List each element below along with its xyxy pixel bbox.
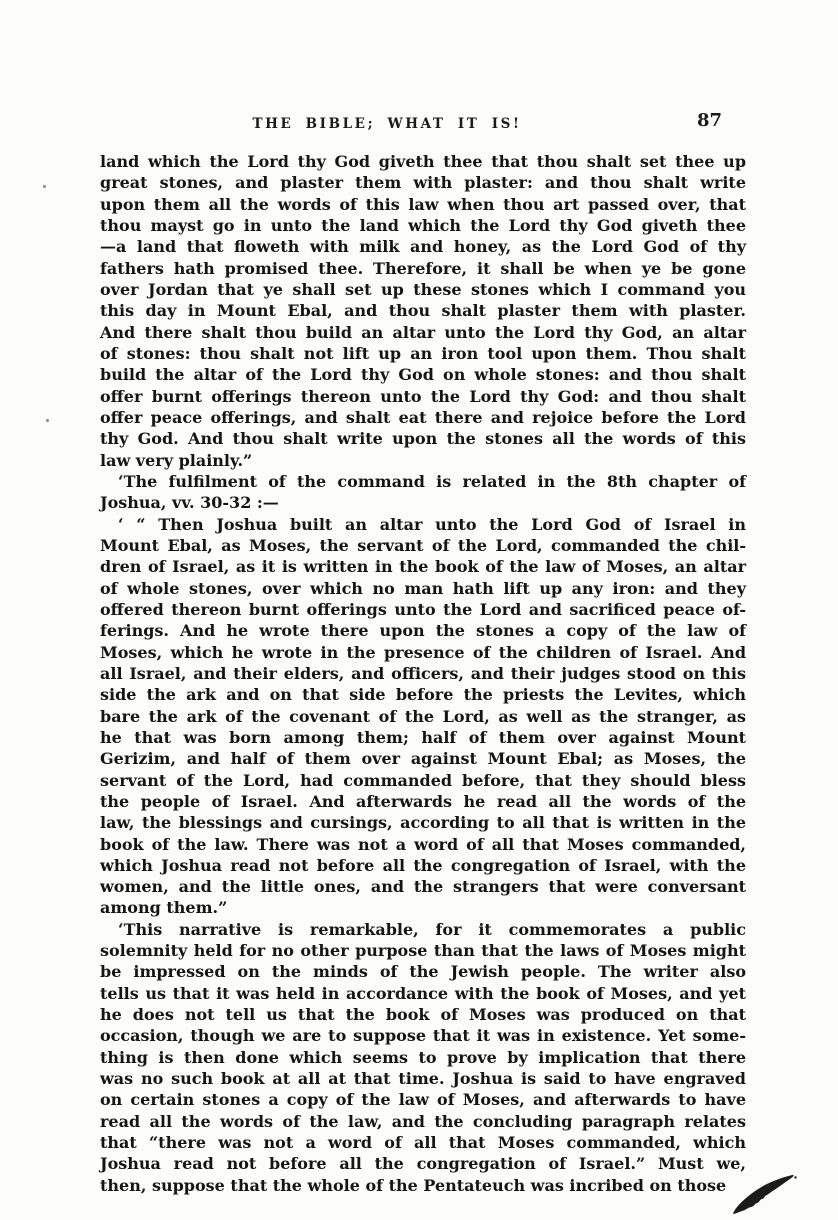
text-line: thing is then done which seems to prove by implication that there [100,1047,746,1067]
text-line: side the ark and on that side before the priests the Levites, which [100,685,746,705]
page-number: 87 [696,110,722,131]
text-line: offered thereon burnt offerings unto the Lord and sacrificed peace of- [100,599,746,619]
text-line: the people of Israel. And afterwards he read all the words of the [100,791,746,811]
text-line: law very plainly.” [100,450,253,470]
text-line: ‘This narrative is remarkable, for it commemorates a public [118,919,746,939]
page-header-title: THE BIBLE; WHAT IT IS! [252,116,522,132]
text-line: Joshua read not before all the congregation of Israel.” Must we, [100,1154,746,1174]
text-line: ‘ “ Then Joshua built an altar unto the Lord God of Israel in [118,514,746,534]
text-line: upon them all the words of this law when thou art passed over, that [100,194,746,214]
text-line: of whole stones, over which no man hath lift up any iron: and they [100,578,746,598]
text-line: tells us that it was held in accordance with the book of Moses, and yet [100,983,746,1003]
text-line: among them.” [100,898,228,918]
text-line: he does not tell us that the book of Moses was produced on that [100,1005,746,1025]
text-line: was no such book at all at that time. Joshua is said to have engraved [100,1069,746,1089]
text-line: Moses, which he wrote in the presence of the children of Israel. And [100,642,746,662]
text-line: fathers hath promised thee. Therefore, it shall be when ye be gone [100,258,746,278]
text-line: read all the words of the law, and the concluding paragraph relates [100,1111,746,1131]
text-line: Joshua, vv. 30-32 :— [100,493,279,513]
text-line: great stones, and plaster them with plaster: and thou shalt write [100,173,746,193]
text-line: which Joshua read not before all the congregation of Israel, with the [100,855,746,875]
text-line: ferings. And he wrote there upon the stones a copy of the law of [100,621,746,641]
text-line: that “there was not a word of all that Moses commanded, which [100,1133,746,1153]
text-line: Gerizim, and half of them over against Mount Ebal; as Moses, the [100,749,746,769]
text-line: ‘The fulfilment of the command is related in the 8th chapter of [118,471,746,491]
text-line: offer burnt offerings thereon unto the Lord thy God: and thou shalt [100,386,746,406]
text-line: build the altar of the Lord thy God on whole stones: and thou shalt [100,365,746,385]
text-line: solemnity held for no other purpose than that the laws of Moses might [100,941,746,961]
text-line: of stones: thou shalt not lift up an iron tool upon them. Thou shalt [100,343,746,363]
text-line: book of the law. There was not a word of all that Moses commanded, [100,834,746,854]
text-line: then, suppose that the whole of the Pentateuch was incribed on those [100,1175,727,1195]
scan-speck [43,185,46,188]
text-line: be impressed on the minds of the Jewish people. The writer also [100,962,746,982]
text-line: all Israel, and their elders, and officers, and their judges stood on this [100,663,746,683]
text-line: thou mayst go in unto the land which the Lord thy God giveth thee [100,215,746,235]
text-line: —a land that floweth with milk and honey, as the Lord God of thy [100,237,746,257]
running-header [100,116,746,138]
text-line: land which the Lord thy God giveth thee that thou shalt set thee up [100,152,746,171]
text-body [100,151,746,1196]
text-line: over Jordan that ye shall set up these stones which I command you [100,279,746,299]
text-line: dren of Israel, as it is written in the book of the law of Moses, an altar [100,557,746,577]
scan-speck [46,419,49,422]
text-line: offer peace offerings, and shalt eat there and rejoice before the Lord [100,407,746,427]
text-line: women, and the little ones, and the strangers that were conversant [100,877,746,897]
text-line: bare the ark of the covenant of the Lord, as well as the stranger, as [100,706,746,726]
text-line: he that was born among them; half of them over against Mount [100,727,746,747]
text-line: Mount Ebal, as Moses, the servant of the Lord, commanded the chil- [100,535,746,555]
text-line: And there shalt thou build an altar unto the Lord thy God, an altar [100,322,746,342]
text-line: on certain stones a copy of the law of Moses, and afterwards to have [100,1090,746,1110]
ink-smudge-mark [731,1174,799,1218]
text-line: this day in Mount Ebal, and thou shalt plaster them with plaster. [100,301,746,321]
text-line: occasion, though we are to suppose that it was in existence. Yet some- [100,1026,746,1046]
text-line: servant of the Lord, had commanded before, that they should bless [100,770,746,790]
text-line: law, the blessings and cursings, according to all that is written in the [100,813,746,833]
text-line: thy God. And thou shalt write upon the stones all the words of this [100,429,746,449]
